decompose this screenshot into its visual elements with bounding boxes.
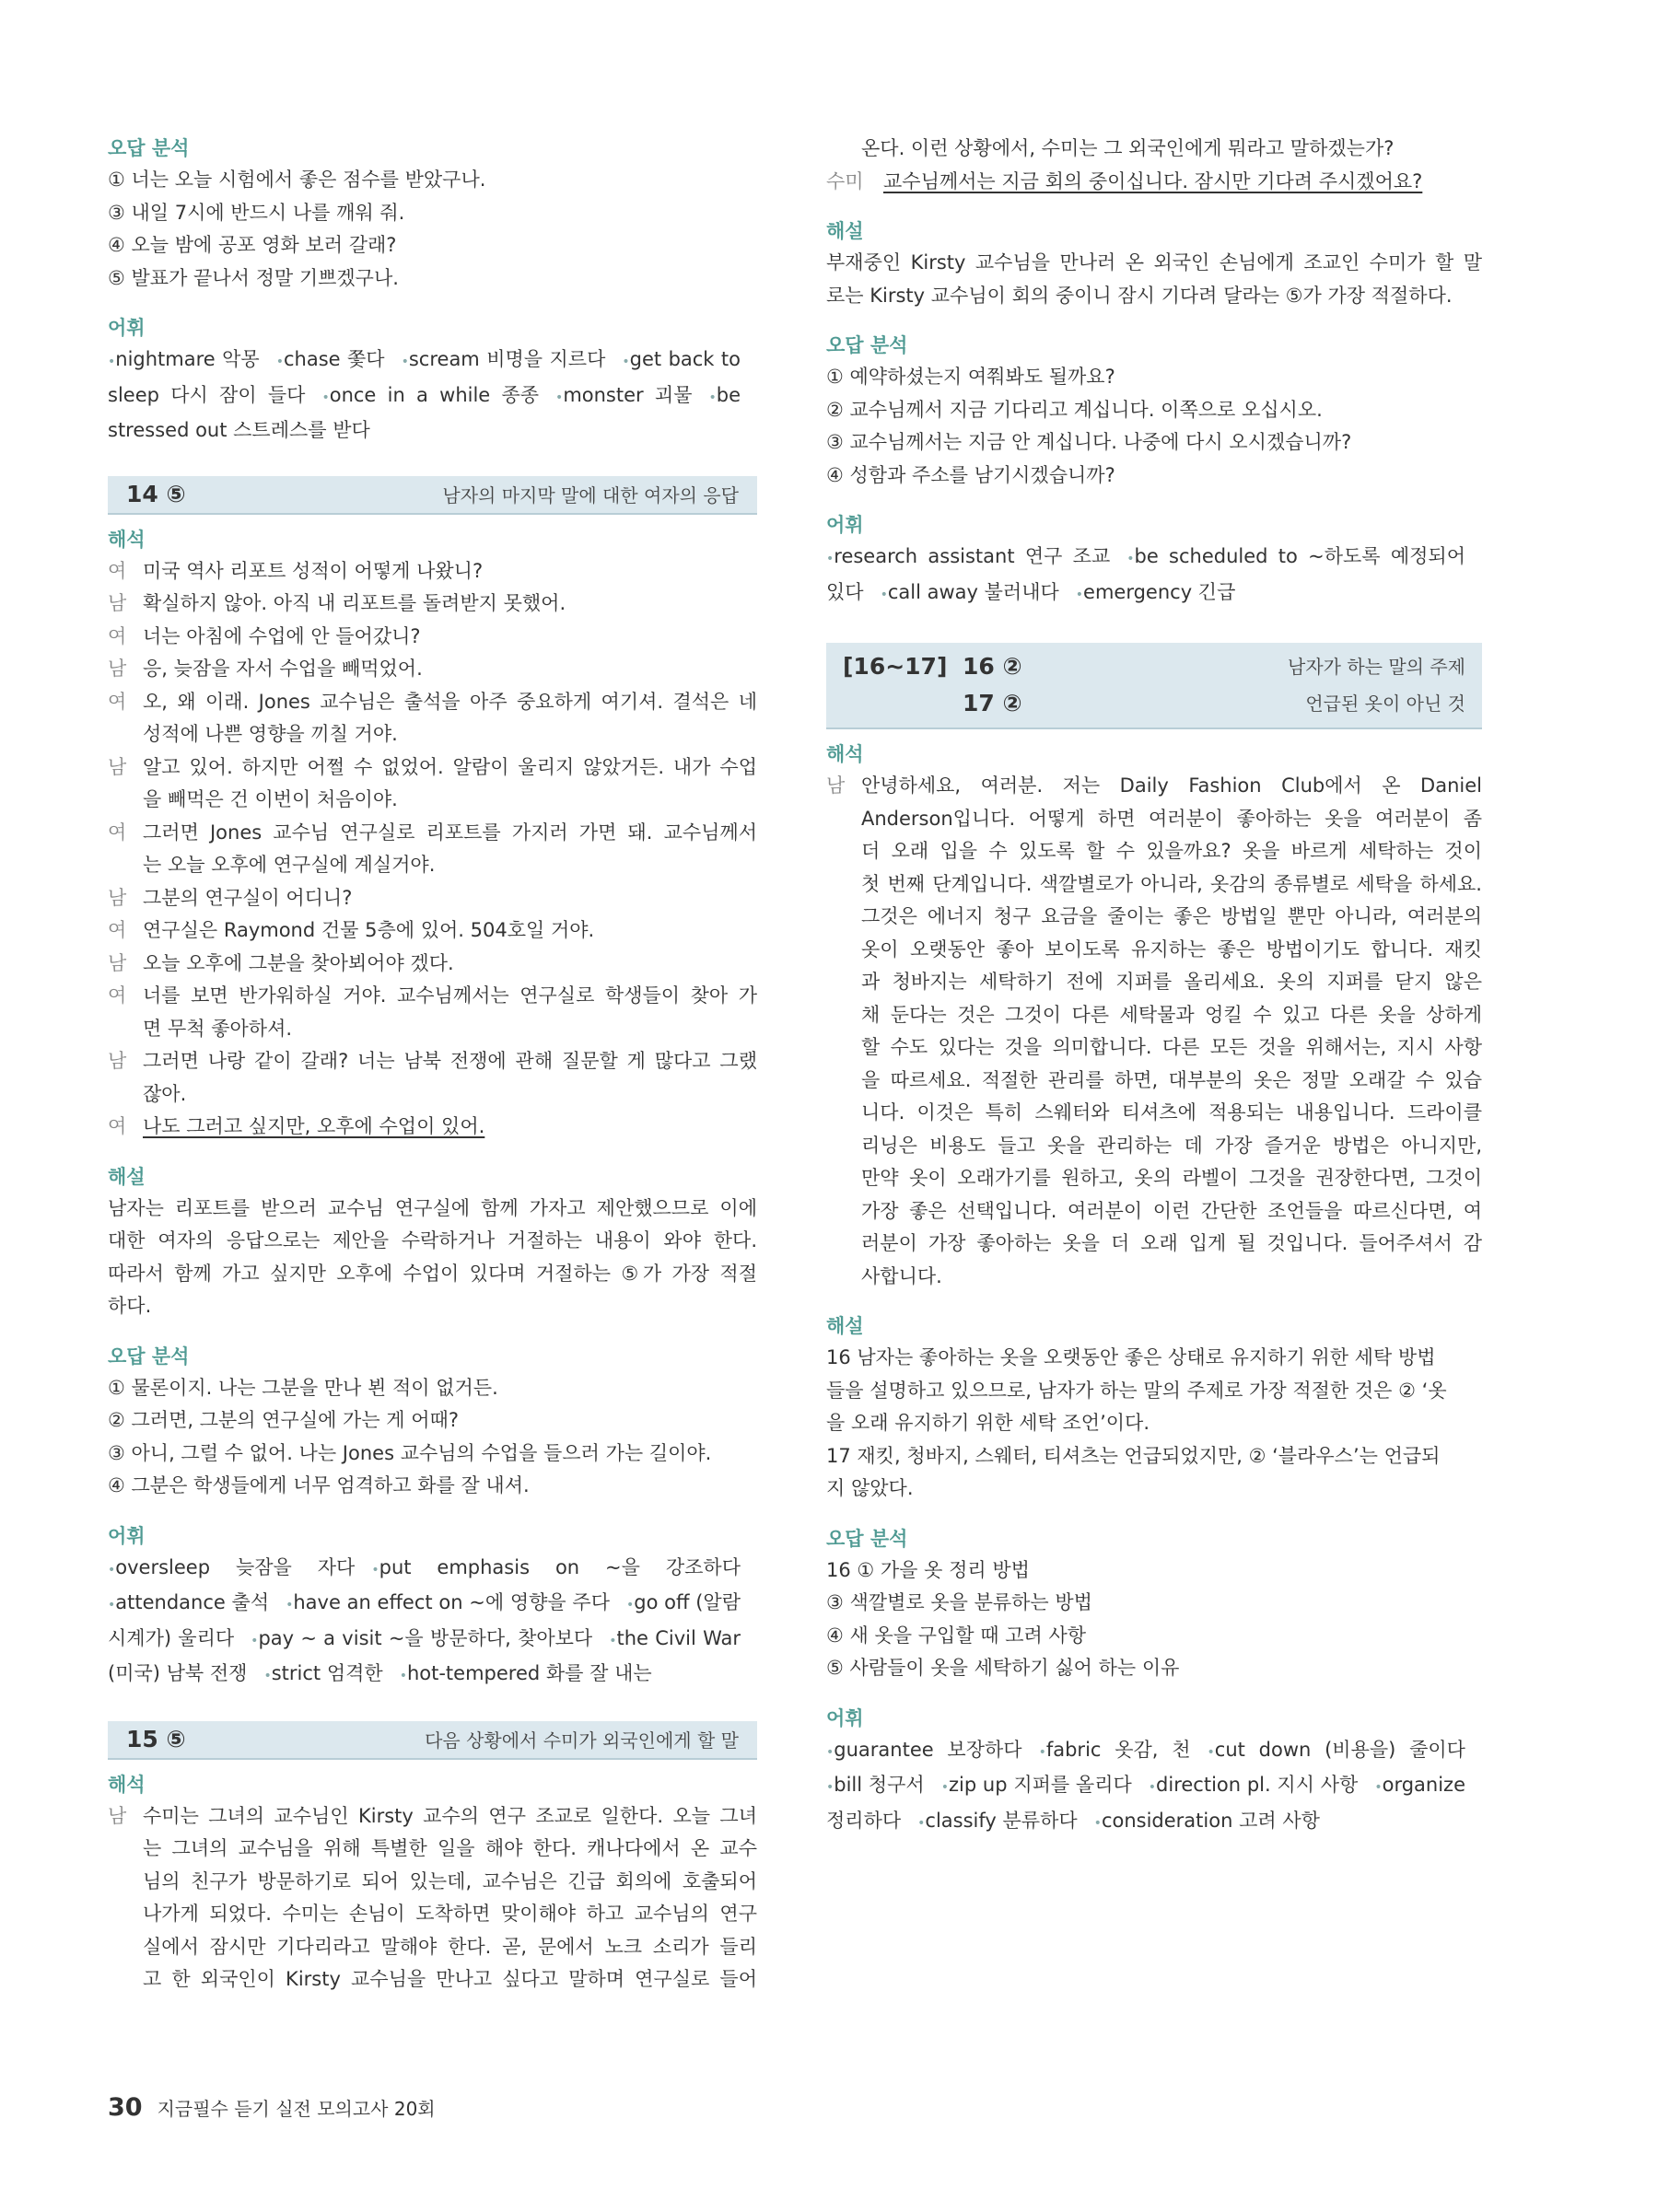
dialogue-text [143,621,757,654]
explanation-heading: 해설 [826,220,864,242]
dialogue-line: 그것은 에너지 청구 요금을 줄이는 좋은 방법일 뿐만 아니라, 여러분의 [861,905,1482,927]
vocab-line [108,1552,757,1588]
vocabulary-list [108,343,757,450]
dialogue-line: 나가게 되었다. 수미는 손님이 도착하면 맞이해야 하고 교수님의 연구 [143,1903,757,1925]
dialogue-line [143,1013,757,1046]
dialogue-turn [108,555,757,588]
vocab-item: • put emphasis on ~을 강조하다 [371,1556,741,1578]
text-line: ③ 교수님께서는 지금 안 계십니다. 나중에 다시 오시겠습니까? [826,431,1352,453]
dialogue-turn [826,166,1482,199]
vocab-item: • strict 엄격한 [263,1662,382,1684]
vocab-item: • monster 괴물 [555,384,692,406]
dialogue-text [143,980,757,1045]
dialogue-turn [108,980,757,1045]
speaker-label: 남 [108,658,127,680]
dialogue-text-span: 미국 역사 리포트 성적이 어떻게 나왔니? [143,559,484,582]
dialogue-line [143,1045,757,1078]
vocab-line [826,541,1482,576]
dialogue-line: 채 둔다는 것은 그것이 다른 세탁물과 엉킬 수 있고 다른 옷을 상하게 [861,1003,1482,1026]
explanation-heading: 해설 [826,1315,864,1337]
dialogue-line: 사합니다. [861,1264,942,1287]
dialogue-turn [108,686,757,751]
question-number: 16 ② [963,653,1022,680]
speaker-label: 남 [108,1804,127,1827]
answer-line: 교수님께서는 지금 회의 중이십니다. 잠시만 기다려 주시겠어요? [883,169,1423,192]
vocab-line [108,414,757,450]
text-line: ① 너는 오늘 시험에서 좋은 점수를 받았구나. [108,169,486,191]
dialogue-text-span: 잖아. [143,1082,187,1105]
dialogue-turn [108,817,757,882]
dialogue-text-span: 그러면 나랑 같이 갈래? 너는 남북 전쟁에 관해 질문할 게 많다고 그랬 [143,1050,757,1072]
dialogue-line [143,686,757,719]
translation-heading: 해석 [108,1773,146,1796]
text-line: ④ 오늘 밤에 공포 영화 보러 갈래? [108,234,397,256]
translation-heading: 해석 [108,528,146,551]
vocab-item: • be [709,384,741,406]
dialogue-text [143,588,757,621]
vocab-item: sleep 다시 잠이 들다 [108,383,306,406]
dialogue-turn [108,948,757,981]
dialogue-text [861,770,1482,1293]
speaker-label: 여 [108,821,127,844]
dialogue-line [143,621,757,654]
dialogue-line: 님의 친구가 방문하기로 되어 있는데, 교수님은 긴급 회의에 호출되어 [143,1869,757,1892]
vocab-item: • cut down (비용을) 줄이다 [1208,1739,1465,1761]
dialogue-text [143,555,757,588]
dialogue-continuation [826,133,1482,166]
dialogue-line: 고 한 외국인이 Kirsty 교수님을 만나고 싶다고 말하며 연구실로 들어 [143,1968,757,1990]
dialogue-line [143,980,757,1013]
vocab-item: (미국) 남북 전쟁 [108,1662,248,1684]
dialogue-line [143,588,757,621]
speaker-label: 여 [108,1115,127,1137]
vocab-item: • bill 청구서 [826,1774,925,1796]
dialogue-line [143,718,757,751]
text-line: ④ 성함과 주소를 남기시겠습니까? [826,463,1115,486]
dialogue-turn [108,1800,757,1997]
text-line: 17 재킷, 청바지, 스웨터, 티셔츠는 언급되었지만, ② ‘블라우스’는 언급되 [826,1444,1441,1467]
dialogue-text-span: 응, 늦잠을 자서 수업을 빼먹었어. [143,658,423,680]
speaker-label: 여 [108,919,127,941]
dialogue-line: 첫 번째 단계입니다. 색깔별로가 아니라, 옷감의 종류별로 세탁을 하세요. [861,872,1482,895]
dialogue-line [143,1078,757,1112]
vocabulary-heading: 어휘 [108,317,146,339]
dialogue-line [143,784,757,817]
dialogue-text [143,751,757,817]
dialogue-turn [108,914,757,948]
vocab-item: • guarantee 보장하다 [826,1739,1022,1761]
speaker-label: 수미 [826,169,864,192]
speaker-label: 여 [108,559,127,582]
vocab-item: • go off (알람 [626,1591,741,1613]
dialogue-line: 만약 옷이 오래가기를 원하고, 옷의 라벨이 그것을 권장한다면, 그것이 [861,1167,1482,1189]
dialogue-line: 더 오래 입을 수 있도록 할 수 있을까요? 옷을 바르게 세탁하는 것이 [861,840,1482,862]
monologue-transcript [826,770,1482,1293]
vocabulary-heading: 어휘 [826,1706,864,1729]
text-line: ③ 아니, 그럴 수 없어. 나는 Jones 교수님의 수업을 들으러 가는 길이야. [108,1441,712,1464]
dialogue-line: 할 수도 있다는 것을 의미합니다. 다른 모든 것을 위해서는, 지시 사항 [861,1036,1482,1058]
wrong-analysis-heading: 오답 분석 [826,1527,908,1550]
dialogue-line: 리닝은 비용도 들고 옷을 관리하는 데 가장 즐거운 방법은 아니지만, [861,1134,1482,1157]
text-line: 들을 설명하고 있으므로, 남자가 하는 말의 주제로 가장 적절한 것은 ② ‘옷 [826,1379,1447,1402]
question-topic: 다음 상황에서 수미가 외국인에게 할 말 [425,1729,739,1752]
dialogue-line: Anderson입니다. 어떻게 하면 여러분이 좋아하는 옷을 여러분이 좀 [861,807,1482,830]
vocab-item: • hot-tempered 화를 잘 내는 [400,1662,652,1684]
vocabulary-list [826,1734,1482,1841]
dialogue-line: 수미는 그녀의 교수님인 Kirsty 교수의 연구 조교로 일한다. 오늘 그녀 [143,1804,757,1827]
wrong-analysis-heading: 오답 분석 [826,334,908,356]
dialogue-turn [108,621,757,654]
dialogue-line [143,751,757,785]
text-line: ④ 그분은 학생들에게 너무 엄격하고 화를 잘 내셔. [108,1474,530,1496]
explanation-text [826,1342,1482,1506]
vocab-item: • consideration 고려 사항 [1094,1810,1320,1832]
text-line: ③ 색깔별로 옷을 분류하는 방법 [826,1591,1092,1613]
question-16-17-header [826,643,1482,729]
vocab-line [108,343,757,379]
page-footer [108,2093,436,2122]
vocab-item: • zip up 지퍼를 올리다 [941,1774,1132,1796]
vocab-item: • direction pl. 지시 사항 [1149,1774,1359,1796]
dialogue-text [143,817,757,882]
vocab-item: stressed out 스트레스를 받다 [108,419,370,441]
text-line: ④ 새 옷을 구입할 때 고려 사항 [826,1624,1087,1647]
dialogue-turn [108,1045,757,1111]
text-line: ③ 내일 7시에 반드시 나를 깨워 줘. [108,201,405,224]
vocab-line [108,1658,757,1694]
speaker-label: 남 [826,774,846,797]
vocab-item: • once in a while 종종 [321,384,539,406]
dialogue-turn [108,751,757,817]
speaker-label: 여 [108,690,127,713]
text-line: 부재중인 Kirsty 교수님을 만나러 온 외국인 손님에게 조교인 수미가 할 말 [826,251,1482,274]
dialogue-transcript [108,555,757,1144]
question-number: 14 ⑤ [126,481,186,507]
wrong-analysis-heading: 오답 분석 [108,137,190,159]
question-topic: 언급된 옷이 아닌 것 [1305,693,1465,715]
dialogue-line: 러분이 가장 좋아하는 옷을 더 오래 입게 될 것입니다. 들어주셔서 감 [861,1232,1482,1254]
text-line: 대한 여자의 응답으로는 제안을 수락하거나 거절하는 내용이 와야 한다. [108,1229,757,1252]
vocab-line [826,1805,1482,1841]
vocab-item: • emergency 긴급 [1076,581,1236,603]
vocab-item: • be scheduled to ~하도록 예정되어 [1126,545,1465,567]
text-line: 따라서 함께 가고 싶지만 오후에 수업이 있다며 거절하는 ⑤가 가장 적절 [108,1262,757,1285]
dialogue-text-span: 성적에 나쁜 영향을 끼칠 거야. [143,723,398,745]
dialogue-text-span: 는 오늘 오후에 연구실에 계실거야. [143,854,436,876]
vocab-item: • nightmare 악몽 [108,348,260,370]
question-14-header [108,476,757,515]
vocab-line [108,1587,757,1623]
vocab-line [108,379,757,415]
vocabulary-list [108,1552,757,1694]
dialogue-turn [826,770,1482,1293]
wrong-analysis-heading: 오답 분석 [108,1345,190,1368]
dialogue-text-span: 너는 아침에 수업에 안 들어갔니? [143,624,421,647]
vocab-item: 정리하다 [826,1809,902,1832]
vocab-item: • oversleep 늦잠을 자다 [108,1556,355,1578]
text-line: ⑤ 발표가 끝나서 정말 기쁘겠구나. [108,266,399,289]
book-title: 지금필수 듣기 실전 모의고사 20회 [157,2098,436,2120]
dialogue-text [143,1111,757,1144]
dialogue-text-span: 면 무척 좋아하셔. [143,1017,293,1040]
text-line: ② 교수님께서 지금 기다리고 계십니다. 이쪽으로 오십시오. [826,398,1323,421]
dialogue-line: 안녕하세요, 여러분. 저는 Daily Fashion Club에서 온 Daniel [861,774,1482,797]
dialogue-turn [108,882,757,915]
left-column [108,133,757,1997]
speaker-label: 여 [108,984,127,1007]
question-15-header [108,1721,757,1760]
vocab-item: • scream 비명을 지르다 [402,348,606,370]
vocab-item: • pay ~ a visit ~을 방문하다, 찾아보다 [251,1627,592,1649]
dialogue-line: 니다. 이것은 특히 스웨터와 티셔츠에 적용되는 내용입니다. 드라이클 [861,1101,1482,1123]
speaker-label: 남 [108,886,127,909]
dialogue-line [143,948,757,981]
wrong-analysis-list [108,1372,757,1503]
vocab-item: • call away 불러내다 [881,581,1059,603]
vocab-item: • chase 쫓다 [276,348,385,370]
dialogue-line [143,817,757,850]
text-line: ① 물론이지. 나는 그분을 만나 뵌 적이 없거든. [108,1376,498,1399]
text-line: 하다. [108,1295,152,1317]
dialogue-turn [108,588,757,621]
dialogue-text [143,653,757,686]
dialogue-text [143,914,757,948]
dialogue-line [143,653,757,686]
dialogue-text [143,686,757,751]
dialogue-line: 는 그녀의 교수님을 위해 특별한 일을 해야 한다. 캐나다에서 온 교수 [143,1837,757,1859]
dialogue-text-span: 나도 그러고 싶지만, 오후에 수업이 있어. [143,1115,485,1137]
dialogue-turn [108,653,757,686]
dialogue-text [143,1045,757,1111]
dialogue-line: 을 따르세요. 적절한 관리를 하면, 대부분의 옷은 정말 오래갈 수 있습 [861,1068,1482,1091]
text-line: ① 예약하셨는지 여쭤봐도 될까요? [826,366,1115,388]
vocab-item: • classify 분류하다 [917,1810,1078,1832]
dialogue-text [143,948,757,981]
vocab-line [826,1769,1482,1805]
vocab-line [108,1623,757,1659]
dialogue-line [143,849,757,882]
dialogue-text-span: 오, 왜 이래. Jones 교수님은 출석을 아주 중요하게 여기셔. 결석은 네 [143,690,757,713]
text-line: 16 ① 가을 옷 정리 방법 [826,1558,1030,1581]
dialogue-line: 과 청바지는 세탁하기 전에 지퍼를 올리세요. 옷의 지퍼를 닫지 않은 [861,971,1482,993]
vocab-item: • fabric 옷감, 천 [1039,1739,1191,1761]
vocab-item: 시계가) 울리다 [108,1626,235,1649]
translation-heading: 해석 [826,743,864,765]
dialogue-transcript [108,1800,757,1997]
explanation-heading: 해설 [108,1165,146,1188]
explanation-text [826,247,1482,312]
vocabulary-heading: 어휘 [108,1524,146,1547]
question-number: 15 ⑤ [126,1726,186,1752]
page-number: 30 [108,2093,143,2122]
speaker-label: 남 [108,1050,127,1072]
dialogue-text [143,882,757,915]
text-line: 지 않았다. [826,1477,914,1499]
dialogue-text [143,1800,757,1997]
speaker-label: 남 [108,951,127,974]
right-column [826,133,1482,1840]
wrong-analysis-list [826,1554,1482,1685]
dialogue-text-span: 확실하지 않아. 아직 내 리포트를 돌려받지 못했어. [143,592,566,614]
dialogue-line [143,914,757,948]
vocabulary-heading: 어휘 [826,514,864,536]
dialogue-line: 가장 좋은 선택입니다. 여러분이 이런 간단한 조언들을 따르신다면, 여 [861,1199,1482,1222]
speaker-label: 남 [108,755,127,778]
text-line: 남자는 리포트를 받으러 교수님 연구실에 함께 가자고 제안했으므로 이에 [108,1196,757,1219]
speaker-label: 여 [108,624,127,647]
dialogue-text-span: 그러면 Jones 교수님 연구실로 리포트를 가지러 가면 돼. 교수님께서 [143,821,757,844]
question-number: 17 ② [963,690,1022,716]
dialogue-text-span: 오늘 오후에 그분을 찾아뵈어야 겠다. [143,951,454,974]
dialogue-line: 온다. 이런 상황에서, 수미는 그 외국인에게 뭐라고 말하겠는가? [861,137,1395,159]
dialogue-text-span: 그분의 연구실이 어디니? [143,886,353,909]
vocab-item: • attendance 출석 [108,1591,269,1613]
wrong-analysis-list [108,164,757,295]
speaker-label: 남 [108,592,127,614]
dialogue-text-span: 을 빼먹은 건 이번이 처음이야. [143,788,398,810]
vocab-item: 있다 [826,580,864,603]
vocab-line [826,1734,1482,1770]
dialogue-line: 옷이 오랫동안 좋아 보이도록 유지하는 좋은 방법이기도 합니다. 재킷 [861,937,1482,960]
dialogue-line [143,882,757,915]
explanation-text [108,1193,757,1323]
vocab-item: • research assistant 연구 조교 [826,545,1110,567]
question-range: [16~17] [843,653,948,680]
dialogue-turn [108,1111,757,1144]
vocab-line [826,576,1482,612]
vocab-item: • the Civil War [609,1627,741,1649]
question-topic: 남자의 마지막 말에 대한 여자의 응답 [442,484,739,506]
dialogue-line [143,1111,757,1144]
vocabulary-list [826,541,1482,611]
text-line: ② 그러면, 그분의 연구실에 가는 게 어때? [108,1409,459,1431]
vocab-item: • get back to [622,348,741,370]
vocab-item: • organize [1374,1774,1465,1796]
vocab-item: • have an effect on ~에 영향을 주다 [286,1591,610,1613]
text-line: ⑤ 사람들이 옷을 세탁하기 싫어 하는 이유 [826,1657,1180,1679]
text-line: 로는 Kirsty 교수님이 회의 중이니 잠시 기다려 달라는 ⑤가 가장 적절하다. [826,284,1453,307]
text-line: 을 오래 유지하기 위한 세탁 조언’이다. [826,1412,1150,1434]
wrong-analysis-list [826,361,1482,492]
dialogue-line [143,555,757,588]
dialogue-text-span: 알고 있어. 하지만 어쩔 수 없었어. 알람이 울리지 않았거든. 내가 수업 [143,755,757,778]
dialogue-text-span: 너를 보면 반가워하실 거야. 교수님께서는 연구실로 학생들이 찾아 가 [143,984,757,1007]
text-line: 16 남자는 좋아하는 옷을 오랫동안 좋은 상태로 유지하기 위한 세탁 방법 [826,1346,1436,1368]
dialogue-line: 실에서 잠시만 기다리라고 말해야 한다. 곧, 문에서 노크 소리가 들리 [143,1935,757,1958]
dialogue-text-span: 연구실은 Raymond 건물 5층에 있어. 504호일 거야. [143,919,595,941]
question-topic: 남자가 하는 말의 주제 [1288,656,1465,678]
